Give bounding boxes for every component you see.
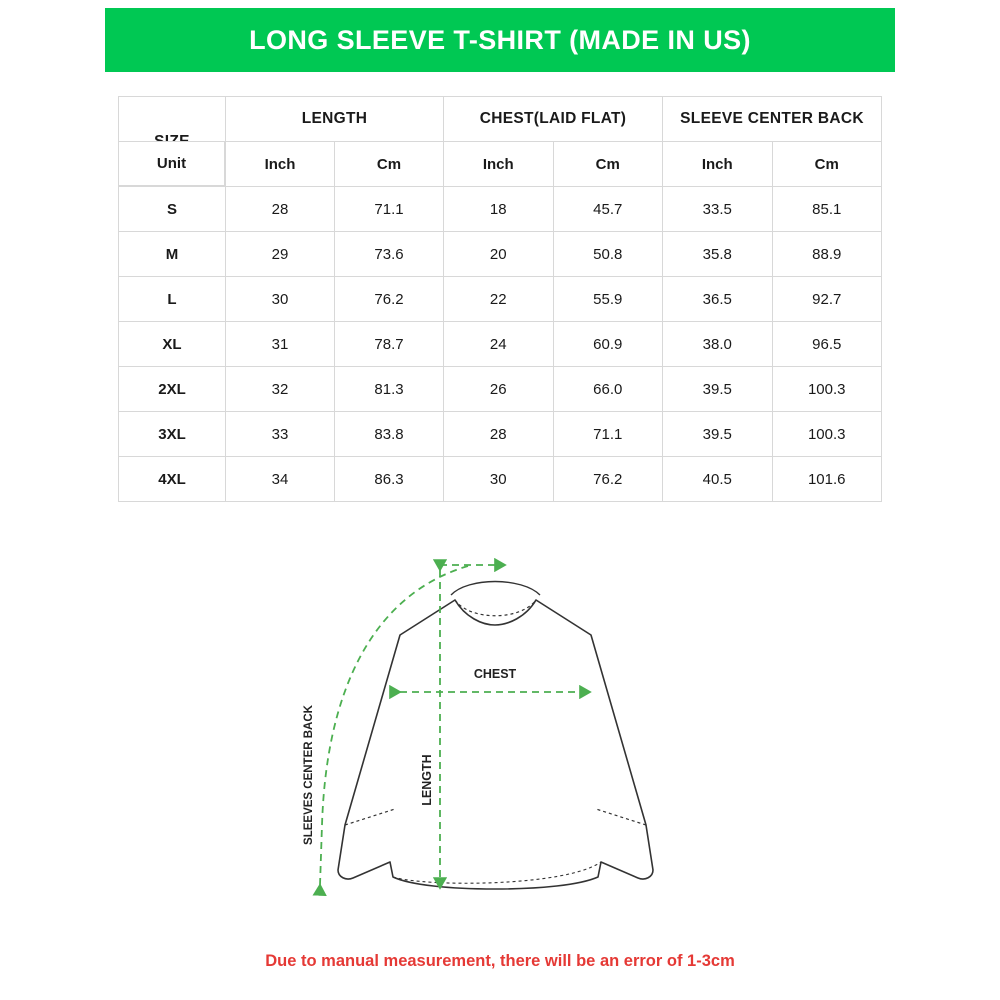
- cell-length-cm: 73.6: [335, 232, 444, 277]
- cell-size: 3XL: [119, 412, 226, 457]
- cell-size: 2XL: [119, 367, 226, 412]
- unit-length-cm: Cm: [335, 142, 444, 187]
- cell-chest-cm: 76.2: [553, 457, 663, 502]
- cell-sleeve-inch: 35.8: [663, 232, 773, 277]
- cell-chest-cm: 71.1: [553, 412, 663, 457]
- cell-sleeve-cm: 100.3: [772, 367, 882, 412]
- cell-chest-inch: 22: [444, 277, 554, 322]
- cell-length-inch: 34: [226, 457, 335, 502]
- header-sleeve: SLEEVE CENTER BACK: [663, 97, 882, 142]
- table-group-header-row: [119, 97, 882, 142]
- size-table: [118, 96, 882, 502]
- unit-label-cell: Unit: [118, 141, 225, 186]
- cell-length-cm: 83.8: [335, 412, 444, 457]
- cell-sleeve-inch: 39.5: [663, 412, 773, 457]
- table-row: [119, 187, 882, 232]
- cell-chest-inch: 26: [444, 367, 554, 412]
- cell-sleeve-cm: 100.3: [772, 412, 882, 457]
- header-chest: CHEST(LAID FLAT): [444, 97, 663, 142]
- cell-length-inch: 32: [226, 367, 335, 412]
- cell-chest-cm: 50.8: [553, 232, 663, 277]
- page-title: LONG SLEEVE T-SHIRT (MADE IN US): [249, 24, 751, 55]
- table-row: [119, 322, 882, 367]
- table-row: [119, 367, 882, 412]
- measurement-note: Due to manual measurement, there will be an error of 1-3cm: [265, 952, 735, 970]
- cell-chest-inch: 18: [444, 187, 554, 232]
- cell-length-inch: 31: [226, 322, 335, 367]
- sleeves-center-back-label: SLEEVES CENTER BACK: [303, 705, 315, 845]
- cell-sleeve-cm: 101.6: [772, 457, 882, 502]
- table-row: [119, 232, 882, 277]
- cell-length-inch: 30: [226, 277, 335, 322]
- cell-sleeve-inch: 36.5: [663, 277, 773, 322]
- cell-sleeve-inch: 33.5: [663, 187, 773, 232]
- unit-chest-inch: Inch: [444, 142, 554, 187]
- unit-length-inch: Inch: [226, 142, 335, 187]
- unit-sleeve-cm: Cm: [772, 142, 882, 187]
- cell-size: XL: [119, 322, 226, 367]
- table-row: [119, 277, 882, 322]
- cell-length-cm: 71.1: [335, 187, 444, 232]
- cell-sleeve-cm: 85.1: [772, 187, 882, 232]
- cell-chest-cm: 66.0: [553, 367, 663, 412]
- cell-sleeve-inch: 40.5: [663, 457, 773, 502]
- table-row: [119, 412, 882, 457]
- header-banner: [105, 8, 895, 72]
- cell-size: M: [119, 232, 226, 277]
- cell-size: 4XL: [119, 457, 226, 502]
- cell-length-cm: 81.3: [335, 367, 444, 412]
- cell-length-cm: 76.2: [335, 277, 444, 322]
- cell-length-cm: 86.3: [335, 457, 444, 502]
- unit-chest-cm: Cm: [553, 142, 663, 187]
- cell-length-inch: 29: [226, 232, 335, 277]
- table-row: [119, 457, 882, 502]
- cell-chest-inch: 30: [444, 457, 554, 502]
- cell-chest-inch: 28: [444, 412, 554, 457]
- cell-sleeve-inch: 38.0: [663, 322, 773, 367]
- cell-chest-cm: 60.9: [553, 322, 663, 367]
- table-unit-row: [119, 142, 882, 187]
- unit-sleeve-inch: Inch: [663, 142, 773, 187]
- cell-length-inch: 28: [226, 187, 335, 232]
- cell-chest-cm: 45.7: [553, 187, 663, 232]
- cell-length-cm: 78.7: [335, 322, 444, 367]
- cell-sleeve-cm: 88.9: [772, 232, 882, 277]
- size-table-container: [118, 96, 881, 502]
- header-length: LENGTH: [226, 97, 444, 142]
- cell-sleeve-inch: 39.5: [663, 367, 773, 412]
- chest-label: CHEST: [473, 667, 517, 681]
- cell-sleeve-cm: 92.7: [772, 277, 882, 322]
- cell-size: L: [119, 277, 226, 322]
- cell-chest-inch: 24: [444, 322, 554, 367]
- cell-sleeve-cm: 96.5: [772, 322, 882, 367]
- cell-size: S: [119, 187, 226, 232]
- cell-length-inch: 33: [226, 412, 335, 457]
- cell-chest-cm: 55.9: [553, 277, 663, 322]
- length-label: LENGTH: [420, 754, 434, 806]
- cell-chest-inch: 20: [444, 232, 554, 277]
- garment-diagram: [250, 525, 770, 925]
